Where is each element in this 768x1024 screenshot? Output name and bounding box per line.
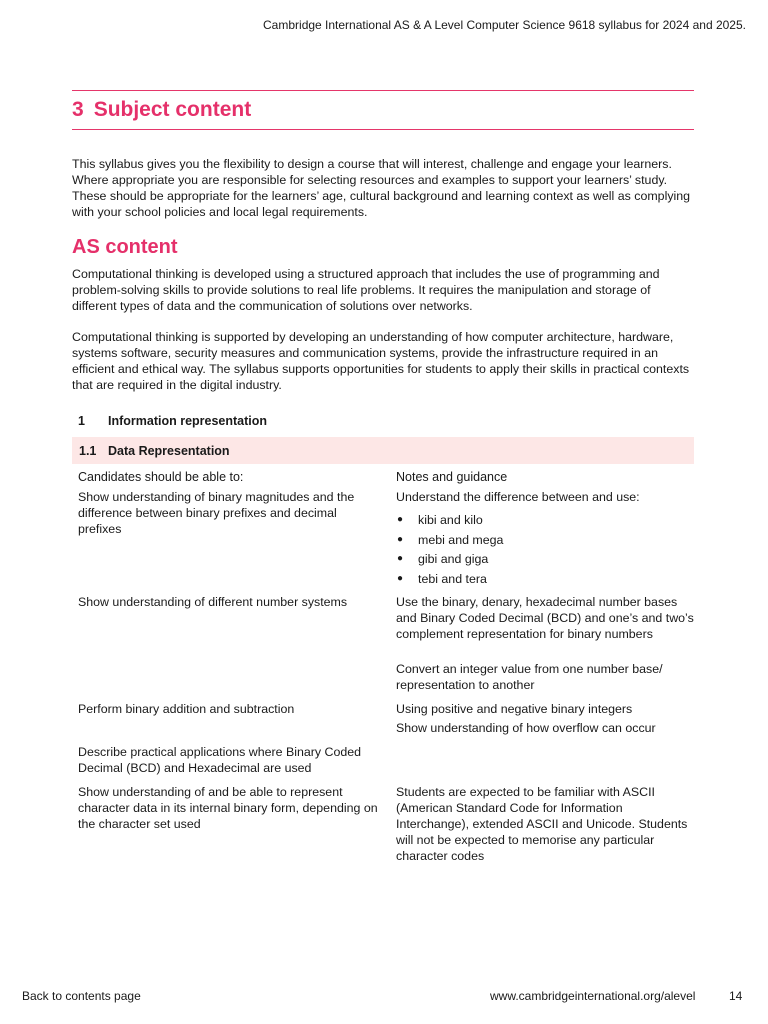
list-item-text: gibi and giga <box>418 552 489 566</box>
objective-text: Show understanding of and be able to represent character data in its internal binary form, depending on the character set used <box>78 785 378 831</box>
topic-heading <box>78 414 267 428</box>
section-number: 3 <box>72 98 84 121</box>
objective-text: Describe practical applications where Binary Coded Decimal (BCD) and Hexadecimal are used <box>78 745 362 775</box>
subtopic-number: 1.1 <box>79 443 97 458</box>
note-text: Show understanding of how overflow can occur <box>396 721 656 735</box>
column-header-objectives: Candidates should be able to: <box>78 470 244 484</box>
section-title: Subject content <box>93 98 252 121</box>
topic-number: 1 <box>78 414 85 428</box>
prefix-bullet-list <box>396 512 696 590</box>
bullet-icon: ● <box>397 553 404 564</box>
section-heading <box>72 90 694 130</box>
bullet-icon: ● <box>397 572 404 584</box>
page-number: 14 <box>729 989 743 1003</box>
column-header-notes: Notes and guidance <box>396 470 508 484</box>
list-item <box>396 551 696 571</box>
back-to-contents-link[interactable]: Back to contents page <box>22 989 141 1003</box>
note-text: Understand the difference between and use: <box>396 490 640 504</box>
list-item-text: kibi and kilo <box>418 513 483 527</box>
objective-text: Perform binary addition and subtraction <box>78 702 295 716</box>
list-item <box>396 512 696 532</box>
note-text: Students are expected to be familiar with ASCII (American Standard Code for Information Interchange), extended ASCII and Unicode. Students will not be expected to memorise any particular character codes <box>396 785 688 863</box>
list-item-text: mebi and mega <box>418 532 504 547</box>
list-item <box>396 571 696 591</box>
as-content-paragraph-1: Computational thinking is developed using a structured approach that includes the use of programming and problem-solving skills to provide solutions to real life problems. It requires the manipulation and storage of different types of data and the communication of solutions over networks. <box>72 267 660 313</box>
list-item <box>396 532 696 552</box>
note-text: Using positive and negative binary integers <box>396 702 633 716</box>
objective-text: Show understanding of binary magnitudes and the difference between binary prefixes and decimal prefixes <box>78 490 355 536</box>
list-item-text: tebi and tera <box>418 571 487 586</box>
bullet-icon: ● <box>397 533 404 545</box>
note-text: Use the binary, denary, hexadecimal number bases and Binary Coded Decimal (BCD) and one’s and two’s complement representation for binary numbers <box>396 595 694 641</box>
bullet-icon: ● <box>397 514 404 525</box>
website-link[interactable]: www.cambridgeinternational.org/alevel <box>490 989 696 1003</box>
as-content-paragraph-2: Computational thinking is supported by developing an understanding of how computer architecture, hardware, systems software, security measures and communication systems, provide the infrastructure required in an efficient and ethical way. The syllabus supports opportunities for students to apply their skills in practical contexts that are required in the digital industry. <box>72 330 690 392</box>
topic-title: Information representation <box>108 414 268 428</box>
subtopic-title: Data Representation <box>108 443 230 458</box>
as-content-heading: AS content <box>72 236 178 258</box>
objective-text: Show understanding of different number systems <box>78 595 348 609</box>
intro-paragraph: This syllabus gives you the flexibility to design a course that will interest, challenge and engage your learners. Where appropriate you are responsible for selecting resources and examples to support your learners’ study. These should be appropriate for the learners’ age, cultural background and learning context as well as complying with your school policies and local legal requirements. <box>72 157 691 219</box>
subtopic-bar <box>72 437 694 464</box>
note-text: Convert an integer value from one number base/ representation to another <box>396 662 663 692</box>
running-header: Cambridge International AS & A Level Computer Science 9618 syllabus for 2024 and 2025. <box>263 18 746 32</box>
